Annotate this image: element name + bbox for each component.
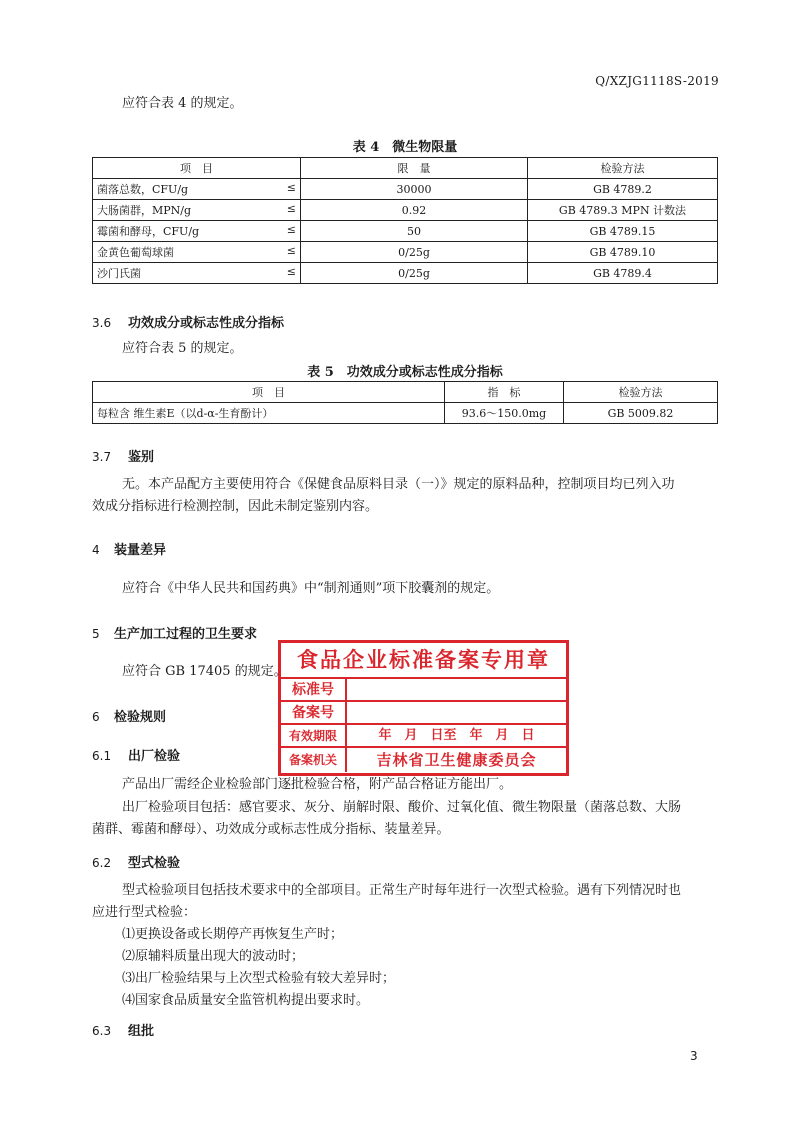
- table-row: [93, 200, 718, 221]
- table5: [92, 381, 718, 424]
- table-cell-item: 沙门氏菌 ≤: [93, 263, 301, 284]
- table5-header-item: 项 目: [93, 382, 445, 403]
- list-item: ⑷国家食品质量安全监管机构提出要求时。: [122, 993, 370, 1008]
- table-cell-method: GB 4789.4: [528, 263, 718, 284]
- table-cell-item: 大肠菌群，MPN/g ≤: [93, 200, 301, 221]
- table-cell-method: GB 4789.2: [528, 179, 718, 200]
- table-cell-item: 每粒含 维生素E（以d-α-生育酚计）: [93, 403, 445, 424]
- table-cell-limit: 0.92: [301, 200, 528, 221]
- section-6-1-line3: 菌群、霉菌和酵母）、功效成分或标志性成分指标、装量差异。: [92, 822, 450, 837]
- stamp-row-authority: [281, 746, 566, 772]
- table-cell-limit: 0/25g: [301, 242, 528, 263]
- table5-caption: 表 5 功效成分或标志性成分指标: [307, 365, 503, 380]
- table-cell-method: GB 4789.15: [528, 221, 718, 242]
- table-row: [93, 221, 718, 242]
- stamp-value-authority: 吉林省卫生健康委员会: [376, 751, 537, 769]
- section-6-1-heading: 6.1 出厂检验: [92, 749, 181, 764]
- section-6-2-line2: 应进行型式检验：: [92, 905, 197, 920]
- stamp-label-record-no: 备案号: [281, 702, 347, 724]
- section-3-7-body-line2: 效成分指标进行检测控制，因此未制定鉴别内容。: [92, 499, 379, 514]
- stamp-label-validity: 有效期限: [281, 725, 347, 747]
- table4-header-item: 项 目: [93, 158, 301, 179]
- table-cell-item: 金黄色葡萄球菌 ≤: [93, 242, 301, 263]
- section-3-7-heading: 3.7 鉴别: [92, 450, 155, 465]
- section-3-6-body: 应符合表 5 的规定。: [122, 341, 243, 356]
- table-cell-item: 菌落总数，CFU/g ≤: [93, 179, 301, 200]
- table-cell-method: GB 5009.82: [564, 403, 718, 424]
- section-5-body: 应符合 GB 17405 的规定。: [122, 664, 287, 679]
- table-row: [93, 179, 718, 200]
- list-item: ⑴更换设备或长期停产再恢复生产时；: [122, 927, 344, 942]
- table4-header-limit: 限 量: [301, 158, 528, 179]
- stamp-value-standard-no: [347, 679, 566, 701]
- stamp-value-validity: 年 月 日至 年 月 日: [378, 728, 535, 743]
- section-3-7-body-line1: 无。本产品配方主要使用符合《保健食品原料目录（一）》规定的原料品种，控制项目均已列入功: [122, 477, 675, 492]
- stamp-title: 食品企业标准备案专用章: [297, 648, 550, 672]
- table-row: [93, 242, 718, 263]
- filing-stamp: [278, 640, 569, 776]
- table-row: [93, 403, 718, 424]
- table-cell-limit: 30000: [301, 179, 528, 200]
- stamp-value-record-no: [347, 702, 566, 724]
- table4-header-method: 检验方法: [528, 158, 718, 179]
- table-cell-item: 霉菌和酵母，CFU/g ≤: [93, 221, 301, 242]
- list-item: ⑶出厂检验结果与上次型式检验有较大差异时；: [122, 971, 396, 986]
- section-6-3-heading: 6.3 组批: [92, 1024, 155, 1039]
- table4-header-row: [93, 158, 718, 179]
- table4-caption: 表 4 微生物限量: [352, 140, 458, 155]
- table4: [92, 157, 718, 284]
- table-cell-method: GB 4789.10: [528, 242, 718, 263]
- table-cell-method: GB 4789.3 MPN 计数法: [528, 200, 718, 221]
- section-6-1-line1: 产品出厂需经企业检验部门逐批检验合格，附产品合格证方能出厂。: [122, 777, 513, 792]
- table5-header-row: [93, 382, 718, 403]
- section-6-heading: 6 检验规则: [92, 710, 167, 725]
- table-cell-limit: 0/25g: [301, 263, 528, 284]
- section-6-2-heading: 6.2 型式检验: [92, 856, 181, 871]
- section-6-1-line2: 出厂检验项目包括：感官要求、灰分、崩解时限、酸价、过氧化值、微生物限量（菌落总数、大肠: [122, 800, 682, 815]
- stamp-row-standard-no: [281, 677, 566, 701]
- table-cell-limit: 50: [301, 221, 528, 242]
- page-number: 3: [690, 1049, 698, 1063]
- table5-header-method: 检验方法: [564, 382, 718, 403]
- section-4-heading: 4 装量差异: [92, 543, 167, 558]
- table-row: [93, 263, 718, 284]
- section-4-body: 应符合《中华人民共和国药典》中“制剂通则”项下胶囊剂的规定。: [122, 581, 500, 596]
- stamp-row-validity: [281, 723, 566, 747]
- section-5-heading: 5 生产加工过程的卫生要求: [92, 627, 258, 642]
- section-6-2-line1: 型式检验项目包括技术要求中的全部项目。正常生产时每年进行一次型式检验。遇有下列情况时也: [122, 883, 682, 898]
- stamp-row-record-no: [281, 700, 566, 724]
- stamp-label-authority: 备案机关: [281, 748, 347, 772]
- table-cell-value: 93.6～150.0mg: [445, 403, 564, 424]
- section-3-6-heading: 3.6 功效成分或标志性成分指标: [92, 316, 285, 331]
- document-code: Q/XZJG1118S-2019: [595, 74, 719, 88]
- intro-text: 应符合表 4 的规定。: [122, 96, 243, 111]
- table5-header-value: 指 标: [445, 382, 564, 403]
- list-item: ⑵原辅料质量出现大的波动时；: [122, 949, 305, 964]
- stamp-label-standard-no: 标准号: [281, 679, 347, 701]
